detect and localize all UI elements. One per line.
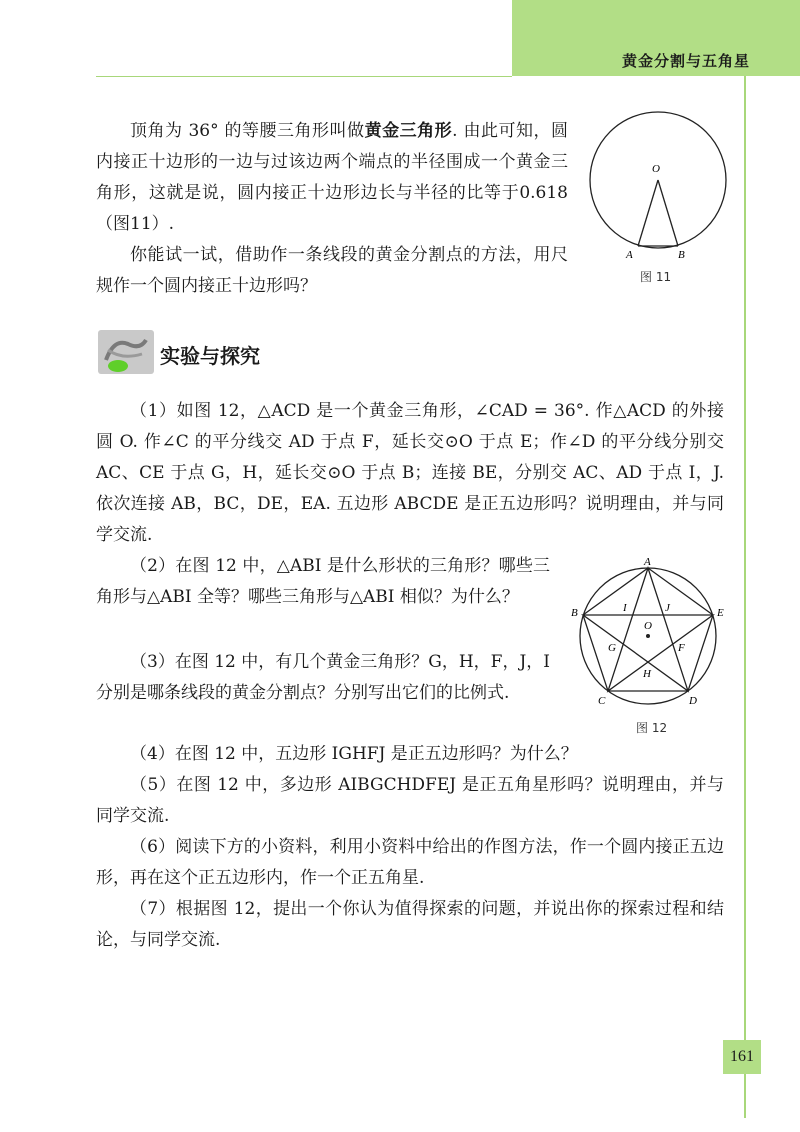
fig12-label-g: G bbox=[608, 642, 616, 654]
exercise-item-2: （2）在图 12 中，△ABI 是什么形状的三角形？哪些三角形与△ABI 全等？哪些三角形与△ABI 相似？为什么？ bbox=[96, 556, 550, 607]
exercise-item-3: （3）在图 12 中，有几个黄金三角形？G，H，F，J，I 分别是哪条线段的黄金分割点？分别写出它们的比例式. bbox=[96, 652, 550, 703]
experiment-icon bbox=[98, 330, 154, 374]
fig12-label-b: B bbox=[571, 607, 578, 619]
fig12-label-f: F bbox=[678, 642, 685, 654]
fig12-label-e: E bbox=[717, 607, 724, 619]
intro-paragraph-1: 顶角为 36° 的等腰三角形叫做黄金三角形. 由此可知，圆内接正十边形的一边与过该边两个端点的半径围成一个黄金三角形，这就是说，圆内接正十边形边长与半径的比等于0.618（图11）. bbox=[96, 121, 569, 234]
fig11-label-o: O bbox=[652, 163, 660, 175]
fig11-caption: 图 11 bbox=[640, 270, 672, 284]
fig12-label-c: C bbox=[598, 695, 606, 707]
figure-12 bbox=[568, 556, 728, 714]
fig11-label-b: B bbox=[678, 249, 685, 260]
header-rule bbox=[96, 76, 512, 77]
fig12-caption: 图 12 bbox=[636, 721, 668, 735]
fig12-label-i: I bbox=[623, 602, 627, 614]
fig12-label-o: O bbox=[644, 620, 652, 632]
header-band bbox=[512, 0, 800, 76]
side-rule bbox=[744, 76, 746, 1118]
figure-11 bbox=[588, 110, 728, 260]
fig12-label-j: J bbox=[665, 602, 670, 614]
intro-paragraph-2: 你能试一试，借助作一条线段的黄金分割点的方法，用尺规作一个圆内接正十边形吗？ bbox=[96, 245, 568, 296]
exercise-item-4: （4）在图 12 中，五边形 IGHFJ 是正五边形吗？为什么？ bbox=[130, 744, 578, 764]
exercise-item-1: （1）如图 12，△ACD 是一个黄金三角形，∠CAD = 36°. 作△ACD 的外接圆 O. 作∠C 的平分线交 AD 于点 F，延长交⊙O 于点 E；作∠D 的平分线分别交 AC、CE 于点 G，H，延长交⊙O 于点 B；连接 BE，分别交 AC、AD 于点 I，J. 依次连接 AB，BC，DE，EA. 五边形 ABCDE 是正五边形吗？说明理由，并与同学交流. bbox=[96, 401, 724, 545]
fig12-label-h: H bbox=[643, 668, 651, 680]
fig11-radius-ob bbox=[658, 180, 678, 246]
fig11-radius-oa bbox=[638, 180, 658, 246]
page-number: 161 bbox=[723, 1040, 761, 1074]
fig12-label-a: A bbox=[644, 556, 651, 568]
golden-triangle-term: 黄金三角形 bbox=[364, 121, 453, 141]
fig11-label-a: A bbox=[626, 249, 633, 260]
fig12-label-d: D bbox=[689, 695, 697, 707]
section-title: 实验与探究 bbox=[160, 344, 260, 368]
exercise-item-6: （6）阅读下方的小资料，利用小资料中给出的作图方法，作一个圆内接正五边形，再在这个正五边形内，作一个正五角星. bbox=[96, 837, 724, 888]
exercise-item-7: （7）根据图 12，提出一个你认为值得探索的问题，并说出你的探索过程和结论，与同学交流. bbox=[96, 899, 724, 950]
chapter-title: 黄金分割与五角星 bbox=[621, 52, 750, 70]
fig12-center-dot bbox=[646, 634, 650, 638]
exercise-item-5: （5）在图 12 中，多边形 AIBGCHDFEJ 是正五角星形吗？说明理由，并与同学交流. bbox=[96, 775, 724, 826]
